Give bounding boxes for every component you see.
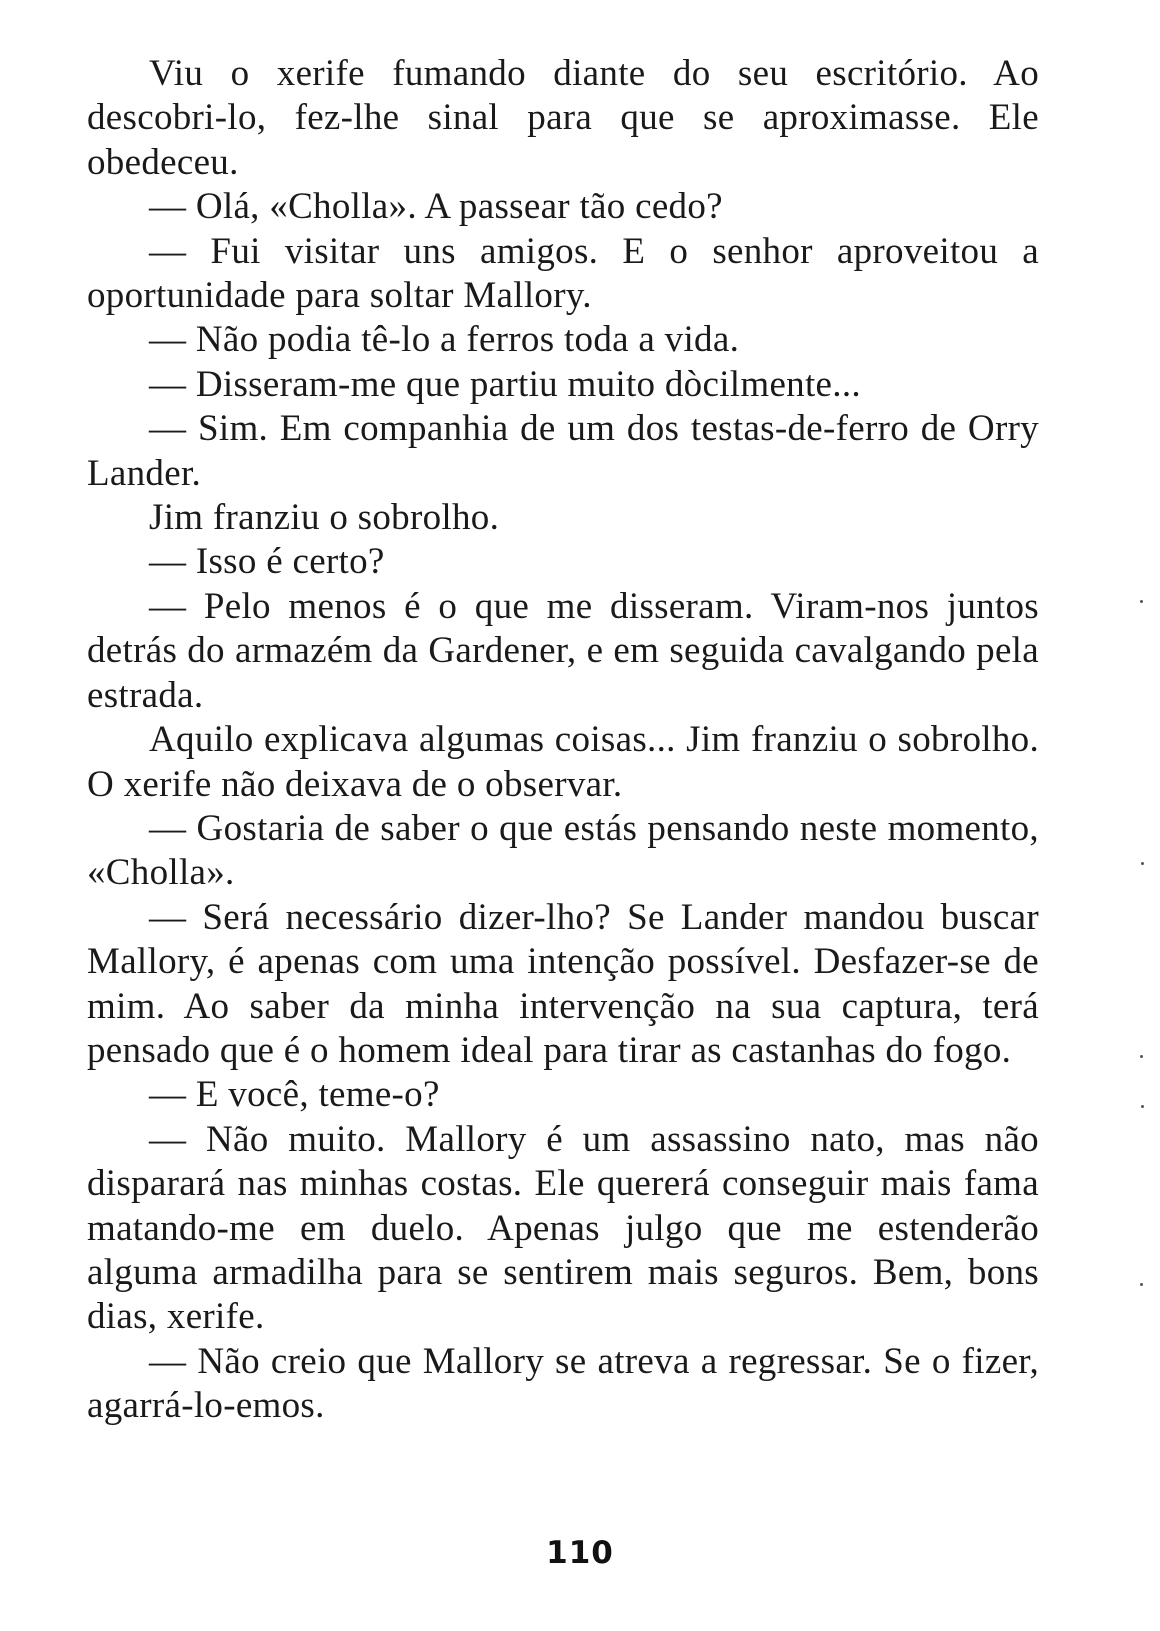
dialogue-line: — Será necessário dizer-lho? Se Lander mandou buscar Mallory, é apenas com uma intenção possível. Desfazer-se de mim. Ao saber da minha intervenção na sua captura, terá pensado que é o homem ideal para tirar as castanhas do fogo. bbox=[87, 896, 1039, 1071]
dialogue-line: — Sim. Em companhia de um dos testas-de-ferro de Orry Lander. bbox=[87, 408, 1039, 494]
dialogue-line: — Não podia tê-lo a ferros toda a vida. bbox=[149, 319, 740, 361]
page-number: 110 bbox=[546, 1535, 614, 1571]
paragraph: Jim franziu o sobrolho. bbox=[149, 497, 500, 539]
dialogue-line: — Pelo menos é o que me disseram. Viram-nos juntos detrás do armazém da Gardener, e em seguida cavalgando pela estrada. bbox=[87, 585, 1039, 716]
dialogue-line: — Gostaria de saber o que estás pensando neste momento, «Cholla». bbox=[87, 807, 1039, 894]
scan-speck bbox=[1140, 1055, 1143, 1058]
paragraph: Viu o xerife fumando diante do seu escritório. Ao descobri-lo, fez-lhe sinal para que se aproximasse. Ele obedeceu. bbox=[87, 53, 1039, 183]
paragraph: Aquilo explicava algumas coisas... Jim franziu o sobrolho. O xerife não deixava de o observar. bbox=[87, 719, 1039, 805]
page-body bbox=[87, 52, 1039, 1429]
dialogue-line: — Fui visitar uns amigos. E o senhor aproveitou a oportunidade para soltar Mallory. bbox=[87, 230, 1039, 317]
dialogue-line: — Isso é certo? bbox=[149, 541, 385, 583]
dialogue-line: — Disseram-me que partiu muito dòcilmente... bbox=[149, 363, 861, 405]
scan-speck bbox=[1140, 1283, 1143, 1286]
scan-speck bbox=[1140, 600, 1143, 603]
scan-speck bbox=[1141, 862, 1144, 865]
scan-speck bbox=[1141, 1105, 1144, 1108]
dialogue-line: — Olá, «Cholla». A passear tão cedo? bbox=[149, 186, 723, 228]
dialogue-line: — Não creio que Mallory se atreva a regressar. Se o fizer, agarrá-lo-emos. bbox=[87, 1340, 1039, 1427]
dialogue-line: — E você, teme-o? bbox=[149, 1074, 440, 1116]
dialogue-line: — Não muito. Mallory é um assassino nato, mas não disparará nas minhas costas. Ele quererá conseguir mais fama matando-me em duelo. Apenas julgo que me estenderão alguma armadilha para se sentirem mais seguros. Bem, bons dias, xerife. bbox=[87, 1118, 1039, 1338]
